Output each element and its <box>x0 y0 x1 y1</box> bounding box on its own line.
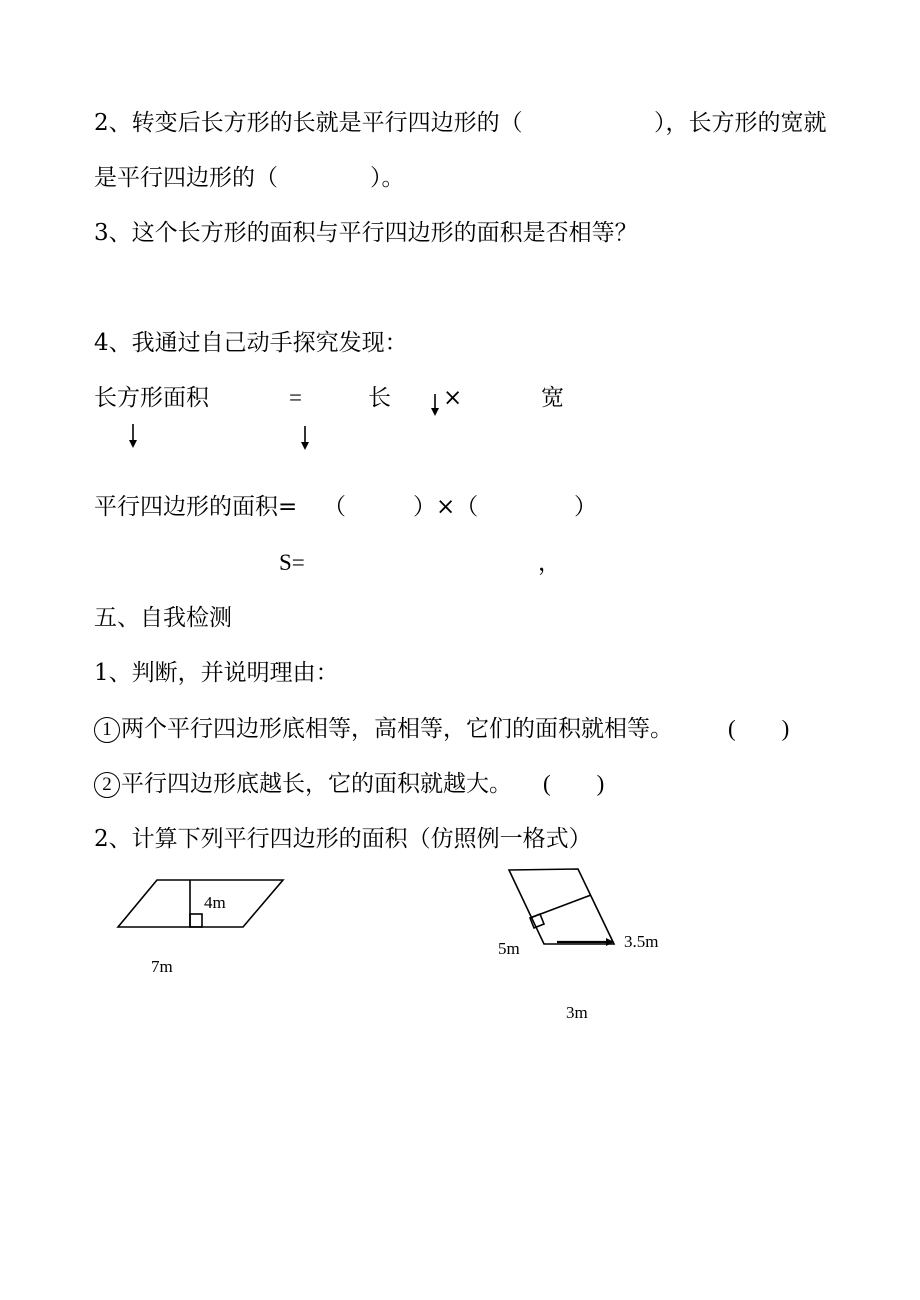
q2-line1-start: 2、转变后长方形的长就是平行四边形的（ <box>94 110 523 136</box>
circled-number-1: 1 <box>94 717 120 743</box>
q2-line1-end: ），长方形的宽就 <box>654 110 827 136</box>
fig2-side-label: 5m <box>498 939 520 958</box>
q2-line2: 是平行四边形的（ ）。 <box>94 165 405 191</box>
parallelogram-figure-1 <box>118 880 283 927</box>
section-five-title: 五、自我检测 <box>94 605 232 631</box>
judge-title: 1、判断，并说明理由： <box>94 660 339 686</box>
judge-item-1-text: 两个平行四边形底相等，高相等，它们的面积就相等。 <box>121 716 673 742</box>
fig2-base-label: 3m <box>566 1003 588 1022</box>
length-label: 长 <box>368 385 391 411</box>
times-sign: × <box>443 385 463 411</box>
fig1-height-label: 4m <box>204 893 226 912</box>
blank-close-2: ） <box>574 494 597 520</box>
q3-text: 3、这个长方形的面积与平行四边形的面积是否相等？ <box>94 220 638 246</box>
para-area-label: 平行四边形的面积= <box>94 494 298 520</box>
calc-title: 2、计算下列平行四边形的面积（仿照例一格式） <box>94 826 592 852</box>
blank-open-1: （ <box>323 494 346 520</box>
fig2-height-label: 3.5m <box>624 932 659 951</box>
rect-area-label: 长方形面积 <box>94 385 209 411</box>
blank-close-times: ）×（ <box>413 494 479 520</box>
s-formula-comma: ， <box>538 550 561 576</box>
circled-number-2: 2 <box>94 772 120 798</box>
fig1-base-label: 7m <box>151 957 173 976</box>
width-label: 宽 <box>541 385 564 411</box>
s-formula-label: S= <box>279 550 305 575</box>
right-angle-icon <box>190 914 202 927</box>
judge-item-2-text: 平行四边形底越长，它的面积就越大。 <box>121 771 512 797</box>
judge-item-1-paren: ( ) <box>728 716 790 741</box>
equals-sign: = <box>289 385 302 410</box>
judge-item-2-paren: ( ) <box>543 771 605 796</box>
q4-title: 4、我通过自己动手探究发现： <box>94 330 408 356</box>
